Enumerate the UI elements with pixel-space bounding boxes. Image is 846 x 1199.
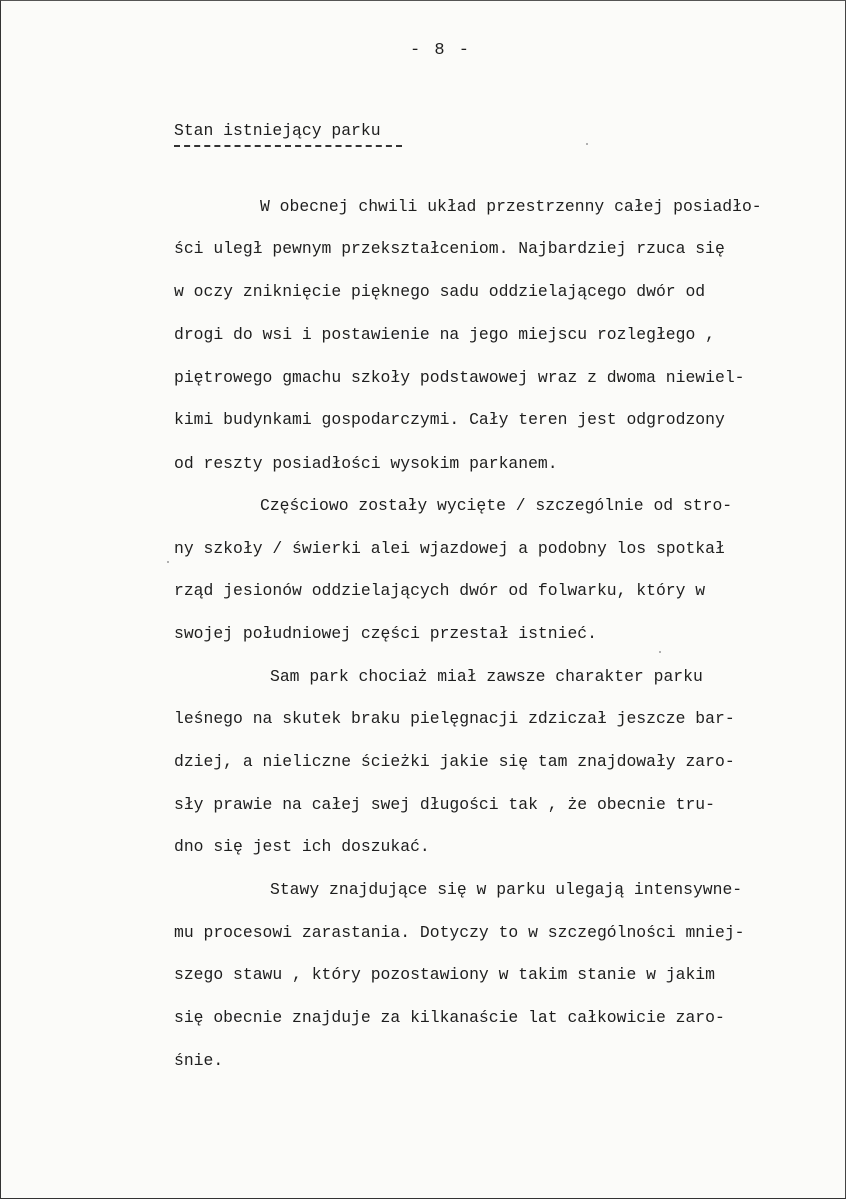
body-line: Częściowo zostały wycięte / szczególnie od stro- (260, 496, 733, 515)
body-line: sły prawie na całej swej długości tak , że obecnie tru- (174, 795, 715, 814)
page-number: - 8 - (409, 41, 471, 60)
body-line: Stawy znajdujące się w parku ulegają intensywne- (270, 880, 743, 899)
paper-speck (659, 651, 661, 653)
body-line: piętrowego gmachu szkoły podstawowej wraz z dwoma niewiel- (174, 368, 745, 387)
body-line: Sam park chociaż miał zawsze charakter parku (270, 667, 703, 686)
body-line: ści uległ pewnym przekształceniom. Najbardziej rzuca się (174, 239, 725, 258)
body-line: W obecnej chwili układ przestrzenny całej posiadło- (260, 197, 762, 216)
heading-underline (174, 145, 402, 147)
body-line: swojej południowej części przestał istnieć. (174, 624, 597, 643)
paper-speck (586, 143, 588, 145)
body-line: kimi budynkami gospodarczymi. Cały teren jest odgrodzony (174, 410, 725, 429)
body-line: śnie. (174, 1051, 224, 1070)
body-line: szego stawu , który pozostawiony w takim stanie w jakim (174, 965, 715, 984)
body-line: dno się jest ich doszukać. (174, 837, 430, 856)
body-line: się obecnie znajduje za kilkanaście lat całkowicie zaro- (174, 1008, 725, 1027)
section-heading: Stan istniejący parku (174, 121, 381, 140)
body-line: w oczy zniknięcie pięknego sadu oddzielającego dwór od (174, 282, 706, 301)
body-line: dziej, a nieliczne ścieżki jakie się tam znajdowały zaro- (174, 752, 735, 771)
paper-speck (167, 561, 169, 563)
body-line: drogi do wsi i postawienie na jego miejscu rozległego , (174, 325, 715, 344)
body-line: rząd jesionów oddzielających dwór od folwarku, który w (174, 581, 706, 600)
body-line: mu procesowi zarastania. Dotyczy to w szczególności mniej- (174, 923, 745, 942)
body-line: ny szkoły / świerki alei wjazdowej a podobny los spotkał (174, 539, 725, 558)
body-line: leśnego na skutek braku pielęgnacji zdziczał jeszcze bar- (174, 709, 735, 728)
body-line: od reszty posiadłości wysokim parkanem. (174, 454, 558, 473)
